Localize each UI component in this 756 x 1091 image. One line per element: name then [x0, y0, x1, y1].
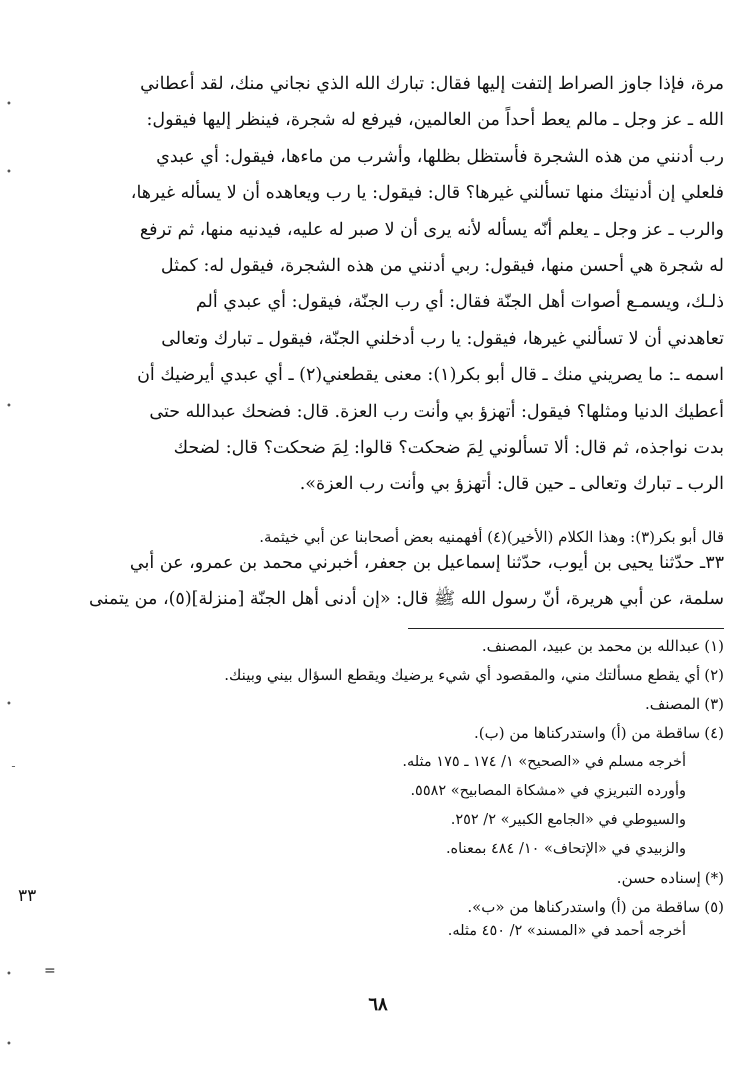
- footnote-reference: والزبيدي في «الإتحاف» ١٠/ ٤٨٤ بمعناه.: [445, 841, 686, 857]
- margin-speck: •: [6, 1039, 12, 1050]
- footnote: [36, 721, 724, 745]
- body-line: رب أدنني من هذه الشجرة فأستظل بظلها، وأشرب من ماءها، فيقول: أي عبدي: [156, 146, 724, 167]
- body-line: له شجرة هي أحسن منها، فيقول: ربي أدنني من هذه الشجرة، فيقول له: كمثل: [160, 256, 724, 277]
- footnote-reference: وأورده التبريزي في «مشكاة المصابيح» ٥٥٨٢.: [410, 783, 686, 799]
- body-line: تعاهدني أن لا تسألني غيرها، فيقول: يا رب أدخلني الجنّة، فيقول ـ تبارك وتعالى: [161, 328, 724, 349]
- abu-bakr-note: قال أبو بكر(٣): وهذا الكلام (الأخير)(٤) أفهمنيه بعض أصحابنا عن أبي خيثمة.: [259, 528, 724, 546]
- footnote-reference: أخرجه أحمد في «المسند» ٢/ ٤٥٠ مثله.: [447, 923, 686, 939]
- footnote: [36, 663, 724, 687]
- footnote: [36, 866, 724, 890]
- footnote-text: عبدالله بن محمد بن عبيد، المصنف.: [481, 637, 701, 655]
- body-line: بدت نواجذه، ثم قال: ألا تسألوني لِمَ ضحكت؟ قالوا: لِمَ ضحكت؟ قال: لضحك: [173, 438, 724, 459]
- body-line: والرب ـ عز وجل ـ يعلم أنّه يسأله لأنه يرى أن لا صبر له عليه، فيدنيه منها، ثم ترفع: [139, 219, 724, 240]
- footnote: [36, 692, 724, 716]
- main-text: [36, 66, 724, 503]
- footnote-number: (١): [704, 637, 724, 655]
- margin-speck: •: [6, 969, 12, 980]
- footnote-text: ساقطة من (أ) واستدركناها من «ب».: [467, 898, 701, 916]
- footnote: [36, 634, 724, 658]
- body-line: فلعلي إن أدنيتك منها تسألني غيرها؟ قال: فيقول: يا رب ويعاهده أن لا يسأله غيرها،: [130, 183, 724, 204]
- footnote-text: إسناده حسن.: [616, 869, 701, 887]
- page-number: ٦٨: [368, 994, 388, 1015]
- footnote-number: (*): [704, 869, 724, 887]
- footnote-reference: والسيوطي في «الجامع الكبير» ٢/ ٢٥٢.: [450, 812, 686, 828]
- margin-mark: =: [44, 963, 56, 979]
- footnote-divider: [408, 628, 724, 629]
- body-line: أعطيك الدنيا ومثلها؟ فيقول: أتهزؤ بي وأنت رب العزة. قال: فضحك عبدالله حتى: [149, 401, 724, 422]
- body-line: اسمه ـ: ما يصريني منك ـ قال أبو بكر(١): معنى يقطعني(٢) ـ أي عبدي أيرضيك أن: [137, 365, 724, 386]
- hadith-33-text: [36, 545, 724, 618]
- footnote-number: (٤): [704, 724, 724, 742]
- footnotes: [36, 634, 724, 948]
- body-line: الله ـ عز وجل ـ مالم يعط أحداً من العالمين، فيرفع له شجرة، فينظر إليها فيقول:: [146, 110, 724, 131]
- footnote-text: المصنف.: [644, 695, 701, 713]
- margin-speck: •: [6, 99, 12, 110]
- body-line: مرة، فإذا جاوز الصراط إلتفت إليها فقال: تبارك الله الذي نجاني منك، لقد أعطاني: [140, 74, 724, 94]
- hadith-line: ٣٣ـ حدّثنا يحيى بن أيوب، حدّثنا إسماعيل بن جعفر، أخبرني محمد بن عمرو، عن أبي: [129, 553, 724, 573]
- footnote-text: ساقطة من (أ) واستدركناها من (ب).: [474, 724, 701, 742]
- body-line: ذلـك، ويسمـع أصوات أهل الجنّة فقال: أي رب الجنّة، فيقول: أي عبدي ألم: [195, 292, 724, 313]
- footnote-reference: أخرجه مسلم في «الصحيح» ١/ ١٧٤ ـ ١٧٥ مثله.: [402, 754, 686, 770]
- margin-speck: •: [6, 401, 12, 412]
- footnote-text: أي يقطع مسألتك مني، والمقصود أي شيء يرضيك ويقطع السؤال بيني وبينك.: [224, 666, 701, 684]
- margin-speck: •: [6, 167, 12, 178]
- footnote-number: (٢): [704, 666, 724, 684]
- footnote: [36, 895, 724, 919]
- footnote-number: (٥): [704, 898, 724, 916]
- hadith-line: سلمة، عن أبي هريرة، أنّ رسول الله ﷺ قال: «إن أدنى أهل الجنّة [منزلة](٥)، من يتمنى: [88, 589, 724, 610]
- body-line: الرب ـ تبارك وتعالى ـ حين قال: أتهزؤ بي وأنت رب العزة».: [299, 474, 724, 495]
- margin-mark: ـ: [12, 759, 15, 770]
- margin-hadith-number: ٣٣: [18, 886, 37, 906]
- footnote-number: (٣): [704, 695, 724, 713]
- margin-speck: •: [6, 699, 12, 710]
